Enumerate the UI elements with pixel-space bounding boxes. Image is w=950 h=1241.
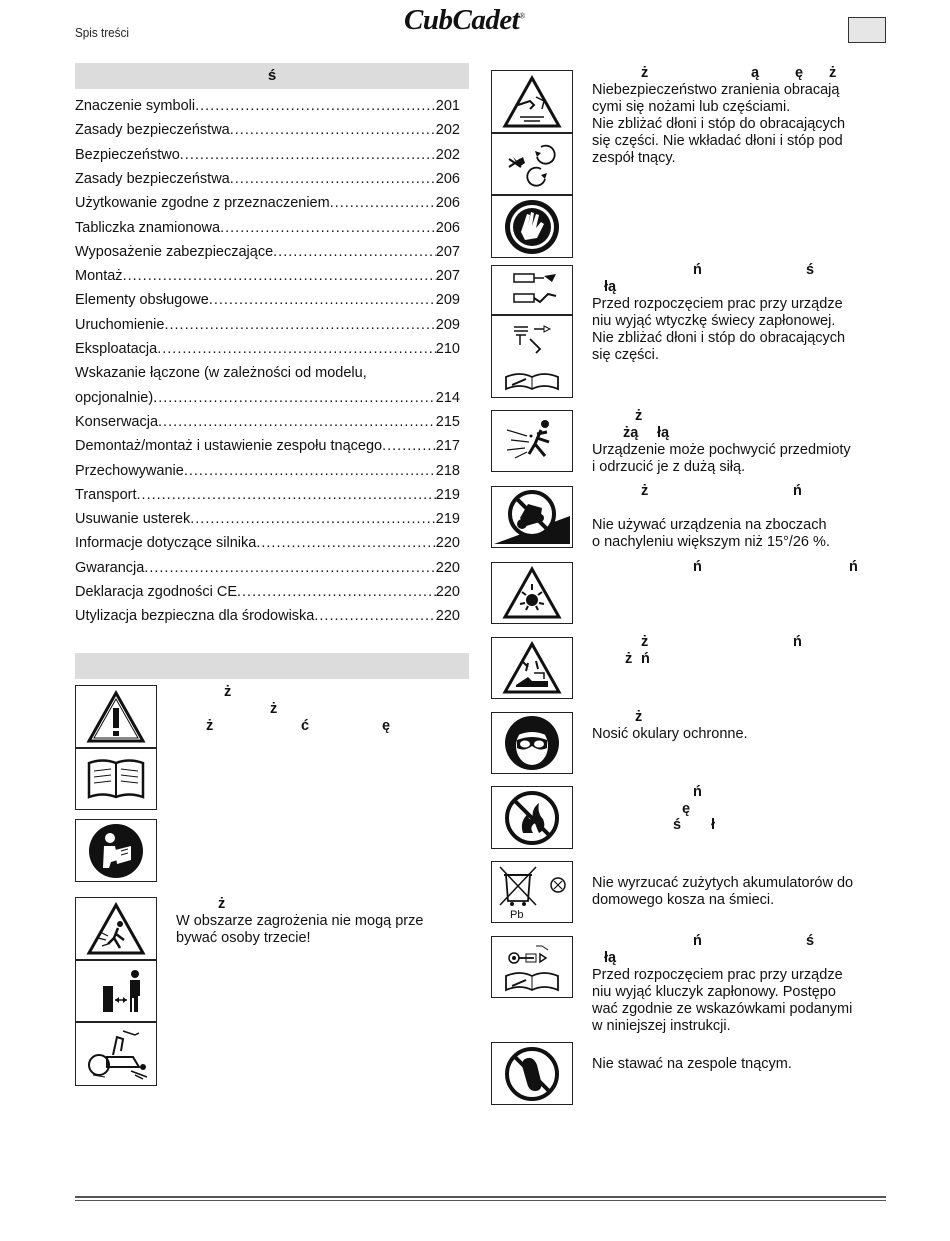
toc-leader-dots	[237, 580, 436, 604]
footer-rule-thin	[75, 1200, 886, 1201]
wear-goggles-icon	[491, 712, 573, 774]
third-persons-text-2: bywać osoby trzecie!	[176, 930, 311, 946]
s4-line-1: Nie używać urządzenia na zboczach	[592, 517, 827, 533]
toc-leader-dots	[195, 94, 436, 118]
s2-line-4: się części.	[592, 347, 659, 363]
s10-fragment-2: ś	[806, 933, 815, 949]
third-persons-text-1: W obszarze zagrożenia nie mogą prze	[176, 913, 424, 929]
no-slope-operation-icon	[491, 486, 573, 548]
toc-leader-dots	[164, 313, 435, 337]
s8-fragment-4: ł	[711, 817, 716, 833]
toc-entry[interactable]	[75, 361, 460, 385]
toc-heading: ś	[267, 67, 277, 84]
toc-entry-title: Informacje dotyczące silnika	[75, 535, 257, 552]
toc-leader-dots	[314, 604, 435, 628]
rotating-blade-hand-warning-icon	[491, 70, 573, 133]
s3-line-2: i odrzucić je z dużą siłą.	[592, 459, 746, 475]
s5-fragment-2: ń	[849, 559, 858, 575]
toc-entry-title: opcjonalnie)	[75, 389, 154, 406]
s10-line-2: niu wyjąć kluczyk zapłonowy. Postępo	[592, 984, 836, 1000]
s1-fragment-2: ą	[751, 65, 760, 81]
toc-entry[interactable]	[75, 313, 460, 337]
hand-rotating-parts-icon	[491, 133, 573, 195]
toc-leader-dots	[144, 556, 435, 580]
toc-entry[interactable]	[75, 434, 460, 458]
s4-fragment-1: ż	[641, 483, 649, 499]
toc-entry-title: Uruchomienie	[75, 316, 165, 333]
s2-fragment-1: ń	[693, 262, 702, 278]
s3-fragment-2: żą	[623, 425, 639, 441]
s1-line-5: zespół tnący.	[592, 150, 676, 166]
logo-text: CubCadet	[404, 4, 520, 36]
toc-heading-bar	[75, 63, 469, 89]
symbols-heading-bar	[75, 653, 469, 679]
warn-fragment-5: ę	[382, 718, 391, 734]
toc-entry[interactable]	[75, 337, 460, 361]
toc-entry-title: Tabliczka znamionowa	[75, 219, 221, 236]
toc-entry-page: 209	[435, 316, 460, 333]
toc-entry[interactable]	[75, 483, 460, 507]
toc-entry-title: Znaczenie symboli	[75, 98, 196, 114]
toc-entry[interactable]	[75, 507, 460, 531]
toc-entry[interactable]	[75, 94, 460, 118]
s11-line: Nie stawać na zespole tnącym.	[592, 1056, 792, 1072]
toc-entry[interactable]	[75, 410, 460, 434]
toc-entry[interactable]	[75, 556, 460, 580]
toc-entry[interactable]	[75, 143, 460, 167]
toc-leader-dots	[209, 288, 436, 312]
toc-entry-title: Usuwanie usterek	[75, 511, 191, 528]
s2-line-1: Przed rozpoczęciem prac przy urządze	[592, 296, 843, 312]
toc-leader-dots	[220, 216, 436, 240]
toc-entry-page: 218	[435, 462, 460, 479]
s2-fragment-3: łą	[604, 279, 617, 295]
warn-fragment-1: ż	[224, 684, 232, 700]
s10-line-3: wać zgodnie ze wskazówkami podanymi	[592, 1001, 853, 1017]
toc-entry-title: Wskazanie łączone (w zależności od modelu,	[75, 365, 367, 382]
logo-registered-mark: ®	[519, 11, 525, 21]
toc-leader-dots	[230, 118, 436, 142]
toc-leader-dots	[157, 337, 436, 361]
s1-fragment-1: ż	[641, 65, 649, 81]
s10-fragment-3: łą	[604, 950, 617, 966]
toc-entry[interactable]	[75, 167, 460, 191]
toc-leader-dots	[158, 410, 436, 434]
toc-entry-title: Demontaż/montaż i ustawienie zespołu tnącego	[75, 438, 383, 455]
toc-entry-title: Zasady bezpieczeństwa	[75, 122, 230, 139]
s8-fragment-3: ś	[673, 817, 682, 833]
toc-entry-page: 215	[435, 413, 460, 430]
toc-entry-title: Transport	[75, 486, 137, 503]
toc-entry-page: 220	[435, 584, 460, 600]
toc-leader-dots	[230, 167, 436, 191]
s10-line-4: w niniejszej instrukcji.	[592, 1018, 731, 1034]
toc-entry-page: 220	[435, 559, 460, 576]
toc-leader-dots	[184, 459, 436, 483]
s1-line-1: Niebezpieczeństwo zranienia obracają	[592, 82, 840, 98]
explosion-warning-icon	[491, 562, 573, 624]
thrown-object-person-icon	[491, 410, 573, 472]
s10-fragment-1: ń	[693, 933, 702, 949]
s1-fragment-3: ę	[795, 65, 804, 81]
keep-hands-away-icon	[491, 195, 573, 258]
warn-fragment-3: ż	[206, 718, 214, 734]
toc-entry-page: 214	[435, 389, 460, 406]
toc-leader-dots	[137, 483, 436, 507]
toc-entry[interactable]	[75, 118, 460, 142]
s7-line: Nosić okulary ochronne.	[592, 726, 748, 742]
toc-leader-dots	[153, 386, 436, 410]
toc-entry-title: Wyposażenie zabezpieczające	[75, 243, 274, 260]
toc-entry-page: 209	[435, 292, 460, 309]
no-standing-on-deck-icon	[491, 1042, 573, 1105]
toc-entry-page: 210	[435, 341, 460, 357]
toc-leader-dots	[180, 143, 436, 167]
acid-warning-icon	[491, 637, 573, 699]
toc-leader-dots	[330, 191, 436, 215]
s3-fragment-3: łą	[657, 425, 670, 441]
remove-ignition-key-icon	[491, 936, 573, 998]
toc-entry[interactable]	[75, 386, 460, 410]
manual-book-icon	[75, 748, 157, 810]
keep-distance-person-icon	[75, 960, 157, 1022]
toc-entry-page: 220	[435, 535, 460, 552]
toc-entry[interactable]	[75, 459, 460, 483]
toc-entry[interactable]	[75, 191, 460, 215]
s8-fragment-1: ń	[693, 784, 702, 800]
toc-entry-title: Użytkowanie zgodne z przeznaczeniem	[75, 195, 330, 212]
footer-rule	[75, 1196, 886, 1198]
toc-entry-title: Zasady bezpieczeństwa	[75, 170, 230, 187]
s3-fragment-1: ż	[635, 408, 643, 424]
s6-fragment-1: ż	[641, 634, 649, 650]
s7-fragment: ż	[635, 709, 643, 725]
s5-fragment-1: ń	[693, 559, 702, 575]
toc-entry-title: Eksploatacja	[75, 341, 158, 357]
s2-line-3: Nie zbliżać dłoni i stóp do obracających	[592, 330, 846, 346]
toc-leader-dots	[190, 507, 436, 531]
warn-fragment-2: ż	[270, 701, 278, 717]
toc-entry[interactable]	[75, 604, 460, 628]
toc-entry-page: 206	[435, 170, 460, 187]
toc-entry-page: 220	[435, 608, 460, 625]
s4-line-2: o nachyleniu większym niż 15°/26 %.	[592, 534, 830, 550]
toc-entry-page: 219	[435, 486, 460, 503]
toc-entry-page: 202	[435, 146, 460, 163]
toc-entry-title: Przechowywanie	[75, 462, 184, 479]
s6-fragment-4: ń	[641, 651, 650, 667]
toc-entry-title: Utylizacja bezpieczna dla środowiska	[75, 608, 315, 625]
s2-fragment-2: ś	[806, 262, 815, 278]
toc-leader-dots	[123, 264, 436, 288]
toc-entry-title: Montaż	[75, 268, 123, 285]
s10-line-1: Przed rozpoczęciem prac przy urządze	[592, 967, 843, 983]
s3-line-1: Urządzenie może pochwycić przedmioty	[592, 442, 851, 458]
toc-entry-page: 207	[435, 243, 460, 260]
toc-entry-title: Deklaracja zgodności CE	[75, 584, 237, 600]
no-fire-icon	[491, 786, 573, 849]
battery-pb-label: Pb	[510, 909, 524, 921]
toc-entry-page: 207	[435, 268, 460, 285]
toc-entry-page: 217	[435, 438, 460, 455]
s9-line-1: Nie wyrzucać zużytych akumulatorów do	[592, 875, 854, 891]
warning-triangle-icon	[75, 685, 157, 748]
battery-disposal-icon	[491, 861, 573, 923]
toc-leader-dots	[382, 434, 436, 458]
toc-entry-page: 206	[435, 219, 460, 236]
s1-line-2: cymi się nożami lub częściami.	[592, 99, 791, 115]
toc-entry-page: 206	[435, 195, 460, 212]
toc-entry[interactable]	[75, 264, 460, 288]
toc-entry[interactable]	[75, 580, 460, 604]
page-number-box	[848, 17, 886, 43]
s1-line-3: Nie zbliżać dłoni i stóp do obracających	[592, 116, 846, 132]
s2-line-2: niu wyjąć wtyczkę świecy zapłonowej.	[592, 313, 836, 329]
toc-entry[interactable]	[75, 240, 460, 264]
third-persons-fragment: ż	[218, 896, 226, 912]
toc-entry-title: Bezpieczeństwo	[75, 146, 180, 163]
page-header-title: Spis treści	[75, 25, 129, 40]
s6-fragment-2: ń	[793, 634, 802, 650]
disconnect-spark-plug-icon	[491, 265, 573, 315]
thrown-objects-warning-icon	[75, 897, 157, 960]
toc-entry[interactable]	[75, 531, 460, 555]
toc-entry[interactable]	[75, 288, 460, 312]
s9-line-2: domowego kosza na śmieci.	[592, 892, 775, 908]
s4-fragment-2: ń	[793, 483, 802, 499]
toc-entry[interactable]	[75, 216, 460, 240]
toc-entry-title: Konserwacja	[75, 413, 159, 430]
read-manual-icon	[75, 819, 157, 882]
toc-entry-title: Gwarancja	[75, 559, 145, 576]
toc-entry-page: 201	[435, 98, 460, 114]
toc-entry-page: 202	[435, 122, 460, 139]
toc-leader-dots	[256, 531, 435, 555]
cub-cadet-logo	[404, 4, 525, 37]
s8-fragment-2: ę	[682, 801, 691, 817]
toc-entry-page: 219	[435, 511, 460, 528]
toc-leader-dots	[273, 240, 436, 264]
toc-entry-title: Elementy obsługowe	[75, 292, 209, 309]
warn-fragment-4: ć	[301, 718, 310, 734]
s6-fragment-3: ż	[625, 651, 633, 667]
spark-plug-manual-icon	[491, 315, 573, 398]
tractor-bystander-icon	[75, 1022, 157, 1086]
s1-line-4: się części. Nie wkładać dłoni i stóp pod	[592, 133, 843, 149]
s1-fragment-4: ż	[829, 65, 837, 81]
